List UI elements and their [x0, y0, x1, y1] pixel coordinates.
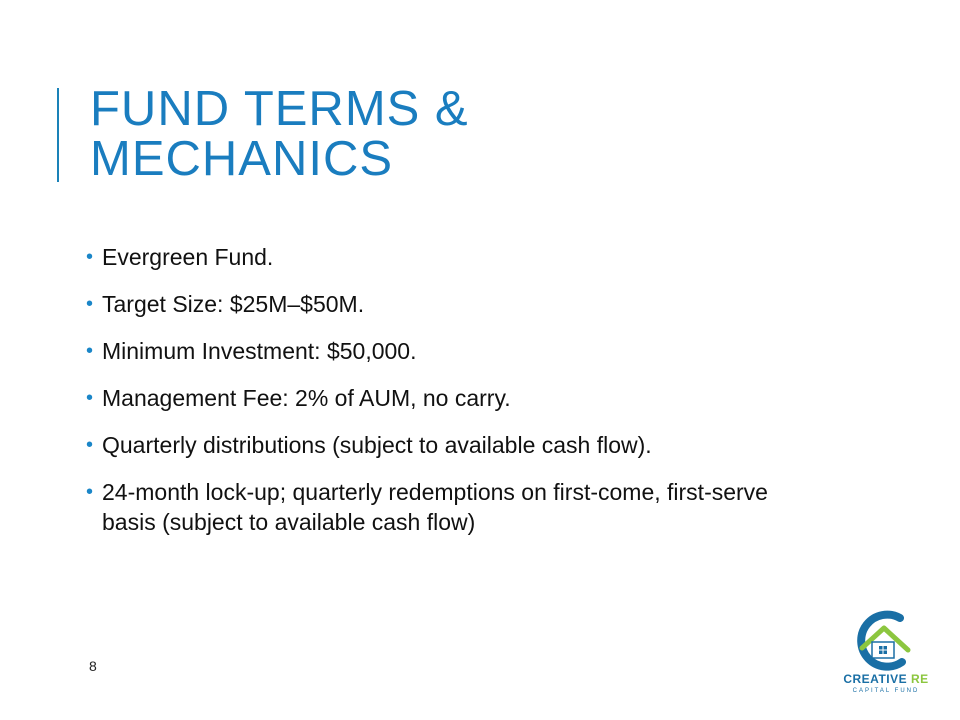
title-line-2: MECHANICS: [90, 132, 394, 186]
bullet-marker-icon: •: [86, 293, 94, 315]
title-line-1: FUND TERMS &: [90, 82, 469, 136]
bullet-item: • Management Fee: 2% of AUM, no carry.: [86, 385, 511, 411]
bullet-list: [86, 242, 846, 554]
logo-wordmark: CREATIVE RE: [843, 672, 929, 686]
slide-title: [90, 84, 790, 184]
title-accent-bar: [57, 88, 59, 182]
bullet-item: • 24-month lock-up; quarterly redemptions on first-come, first-serve basis (subject to available cash flow): [86, 479, 768, 535]
bullet-marker-icon: •: [86, 246, 94, 268]
bullet-marker-icon: •: [86, 387, 94, 409]
bullet-item: • Minimum Investment: $50,000.: [86, 338, 417, 364]
bullet-marker-icon: •: [86, 340, 94, 362]
bullet-item: • Target Size: $25M–$50M.: [86, 291, 365, 317]
logo-tagline: CAPITAL FUND: [852, 688, 920, 694]
bullet-marker-icon: •: [86, 434, 94, 456]
page-number: 8: [89, 658, 97, 674]
bullet-item: • Evergreen Fund.: [86, 244, 274, 270]
bullet-marker-icon: •: [86, 481, 94, 503]
bullet-item: • Quarterly distributions (subject to available cash flow).: [86, 432, 652, 458]
